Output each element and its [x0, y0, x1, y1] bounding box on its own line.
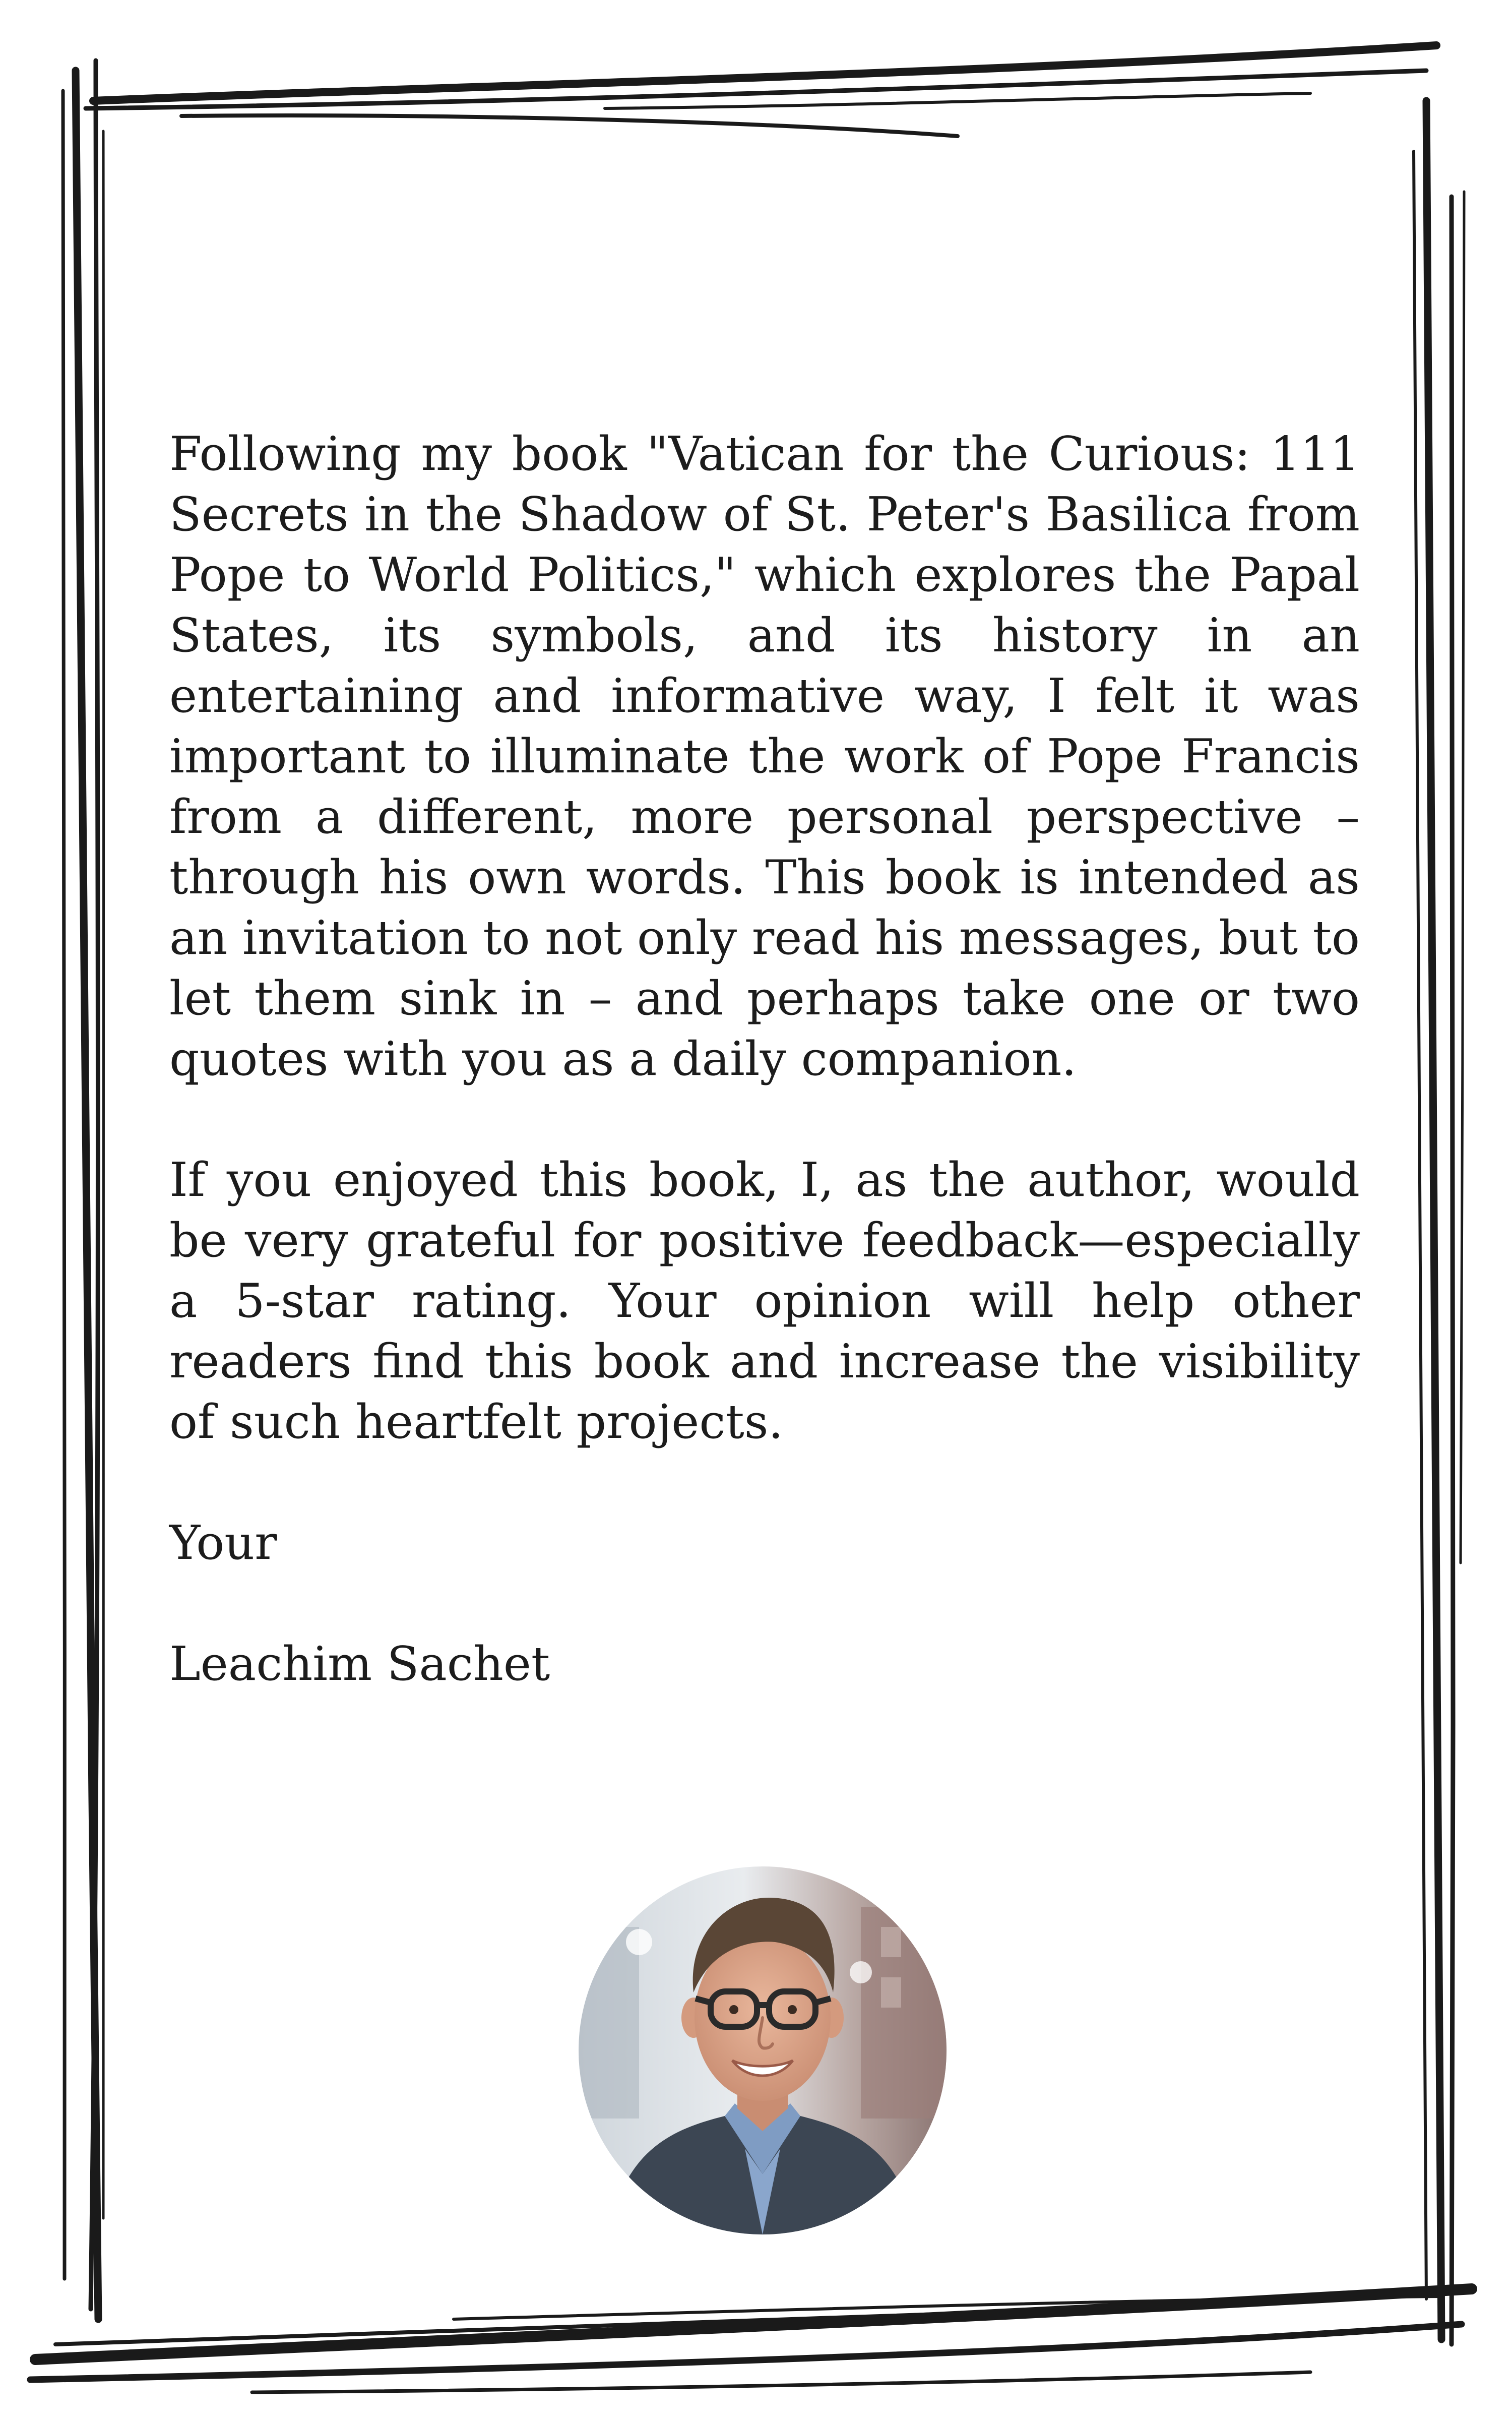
paragraph-spacer — [169, 1089, 1360, 1150]
letter-closing: Your — [169, 1516, 277, 1570]
frame-right-stroke — [1426, 101, 1441, 2339]
frame-bottom-stroke — [252, 2372, 1310, 2392]
frame-right-stroke — [1461, 192, 1464, 1563]
letter-body — [169, 424, 1360, 1694]
author-photo — [579, 1866, 947, 2234]
author-portrait-icon — [579, 1866, 947, 2234]
author-signature: Leachim Sachet — [169, 1637, 550, 1691]
frame-right-stroke — [1452, 197, 1454, 2344]
frame-top-stroke — [181, 115, 958, 136]
paragraph-spacer — [169, 1452, 1360, 1512]
frame-right-stroke — [1414, 151, 1426, 2299]
frame-left-stroke — [103, 131, 105, 2218]
letter-paragraph: Following my book "Vatican for the Curious: 111 Secrets in the Shadow of St. Peter's Basilica from Pope to World Politics," which explores the Papal States, its symbols, and its history in an entertaining and informative way, I felt it was important to illuminate the work of Pope Francis from a different, more personal perspective – through his own words. This book is intended as an invitation to not only read his messages, but to let them sink in – and perhaps take one or two quotes with you as a daily companion. — [169, 427, 1360, 1086]
paragraph-spacer — [169, 1573, 1360, 1634]
frame-left-stroke — [63, 91, 65, 2279]
letter-paragraph: If you enjoyed this book, I, as the author, would be very grateful for positive feedback—especially a 5-star rating. Your opinion will help other readers find this book and increase the visibility of such heartfelt projects. — [169, 1153, 1360, 1449]
frame-bottom-stroke — [55, 2307, 1159, 2344]
